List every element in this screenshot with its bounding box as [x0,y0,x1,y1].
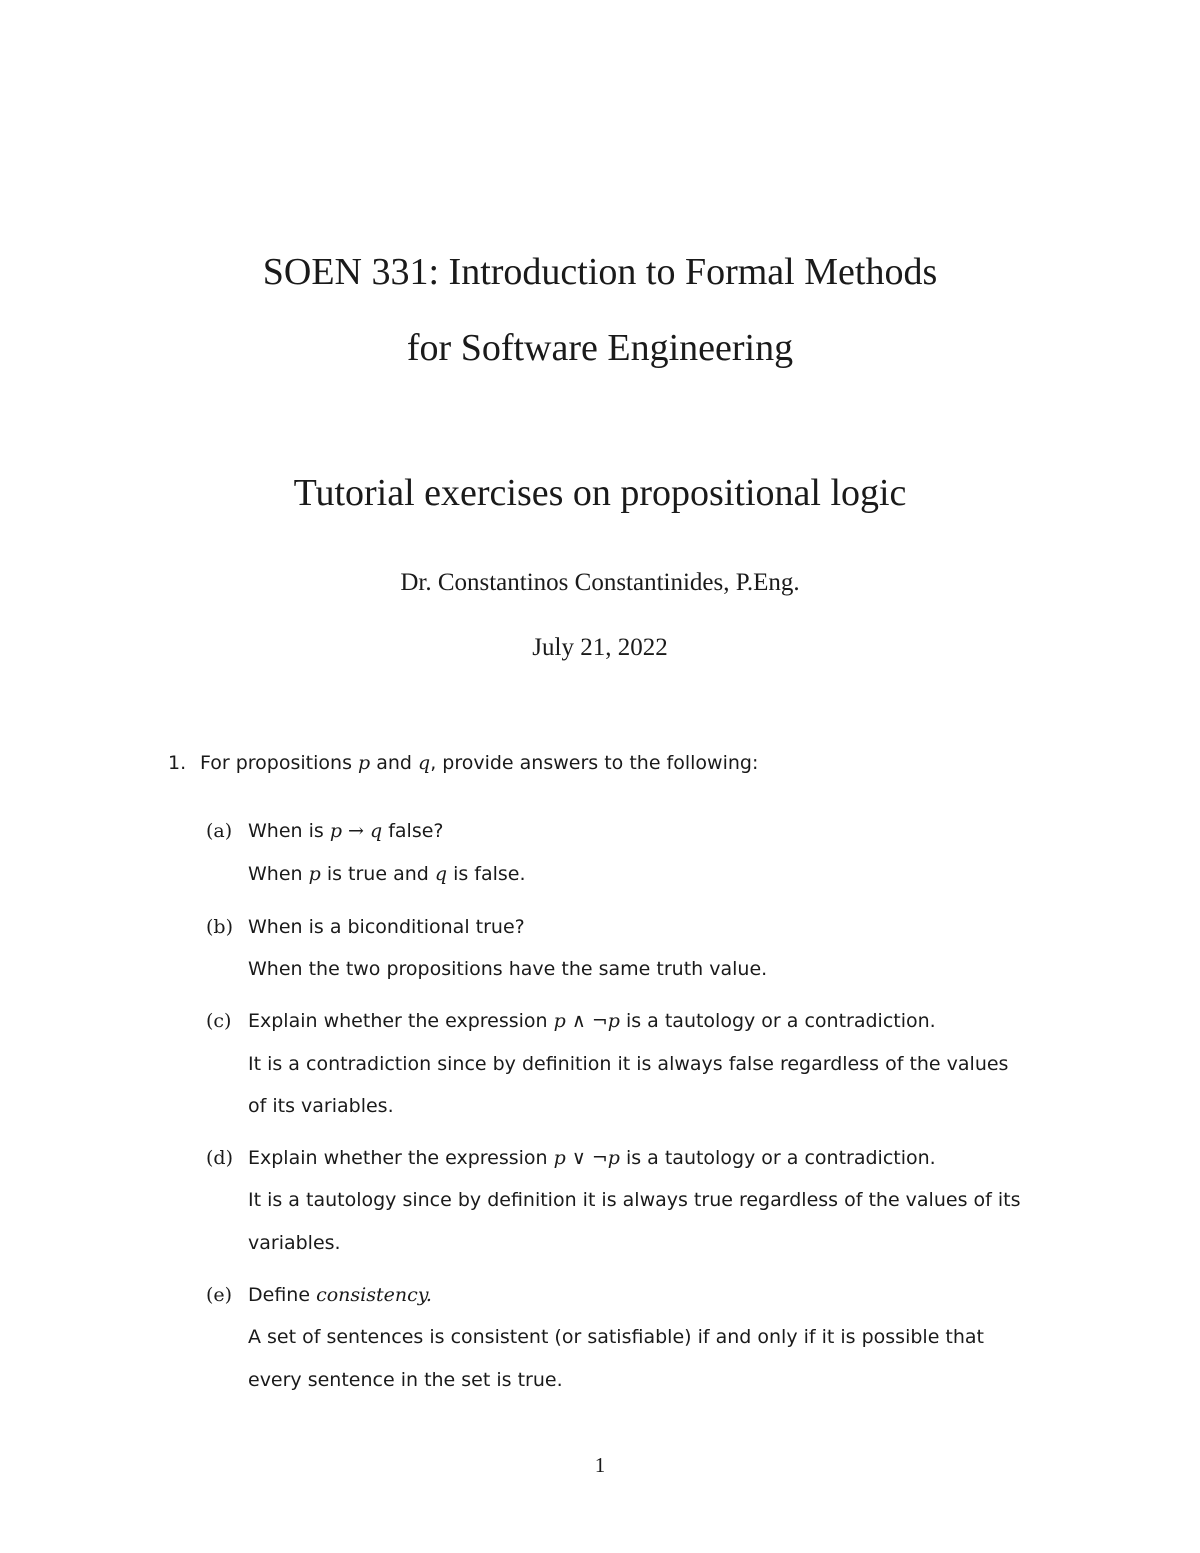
text-segment: For propositions [200,752,359,774]
item-e-answer-line1: A set of sentences is consistent (or satisfiable) if and only if it is possible that [248,1326,985,1348]
text-segment: Define [248,1284,317,1306]
text-segment: Explain whether the expression [248,1010,554,1032]
text-segment: When is [248,820,330,842]
item-e-answer-line2: every sentence in the set is true. [248,1369,563,1391]
question-number: 1. [168,752,187,774]
var-p: p [553,1010,566,1032]
or-not-operator: ∨ ¬ [565,1147,608,1169]
item-c-answer-line1: It is a contradiction since by definition it is always false regardless of the values [248,1053,1009,1075]
var-p: p [308,863,321,885]
item-label-a: (a) [206,820,233,842]
item-label-e: (e) [206,1284,233,1306]
author: Dr. Constantinos Constantinides, P.Eng. [400,569,800,596]
var-p: p [607,1010,620,1032]
question-intro [200,754,758,773]
subtitle: Tutorial exercises on propositional logic [293,472,907,514]
text-segment: false? [382,820,444,842]
var-q: q [370,820,383,842]
item-b-answer: When the two propositions have the same truth value. [248,958,768,980]
emphasized-term: consistency. [316,1284,432,1306]
title-line-2: for Software Engineering [406,327,794,369]
item-d-question [248,1149,936,1168]
text-segment: is true and [320,863,435,885]
item-b-question: When is a biconditional true? [248,916,525,938]
text-segment: Explain whether the expression [248,1147,554,1169]
title-line-1: SOEN 331: Introduction to Formal Methods [262,251,938,293]
item-e-question [248,1286,432,1305]
and-not-operator: ∧ ¬ [565,1010,608,1032]
page-number: 1 [594,1453,606,1477]
item-c-answer-line2: of its variables. [248,1095,394,1117]
var-p: p [553,1147,566,1169]
item-a-question [248,822,444,841]
text-segment: is a tautology or a contradiction. [619,1010,936,1032]
var-p: p [607,1147,620,1169]
var-p: p [358,752,371,774]
item-d-answer-line1: It is a tautology since by definition it is always true regardless of the values of its [248,1189,1021,1211]
text-segment: and [370,752,419,774]
implies-operator: → [342,820,370,842]
item-label-b: (b) [206,916,233,938]
text-segment: is false. [447,863,526,885]
var-q: q [418,752,431,774]
var-q: q [434,863,448,885]
item-label-c: (c) [206,1010,232,1032]
date: July 21, 2022 [532,634,668,661]
var-p: p [329,820,342,842]
item-c-question [248,1012,936,1031]
item-d-answer-line2: variables. [248,1232,341,1254]
text-segment: When [248,863,309,885]
text-segment: , provide answers to the following: [430,752,759,774]
item-a-answer [248,865,526,884]
item-label-d: (d) [206,1147,233,1169]
text-segment: is a tautology or a contradiction. [619,1147,936,1169]
